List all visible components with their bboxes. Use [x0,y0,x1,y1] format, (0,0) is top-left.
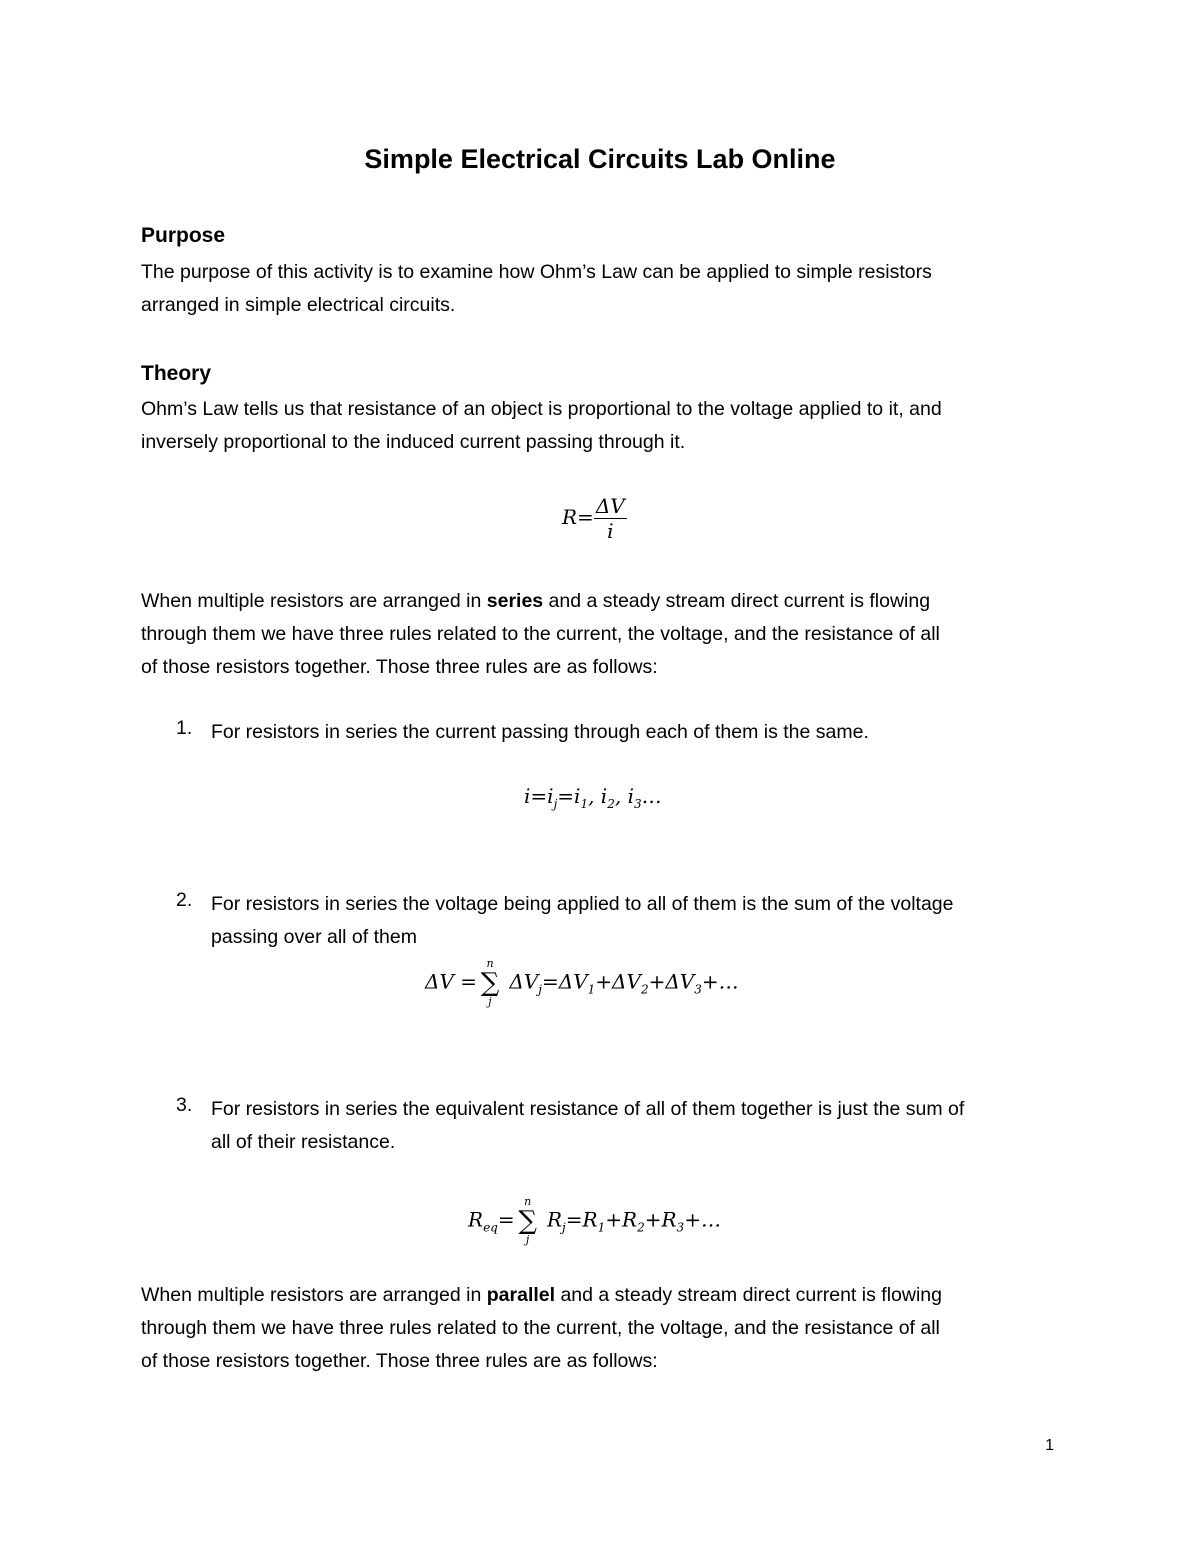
document-title: Simple Electrical Circuits Lab Online [364,144,836,174]
ohm-eq-lhs: R= [562,505,594,529]
series-current-equation: $i=i_j=i_1$, $i_2$, $i_3\dots$ [524,784,662,811]
summation-symbol: n ∑ j [515,1196,541,1246]
sum-upper-limit: n [486,957,494,970]
series-resistance-equation: $R_{eq}=$ n ∑ j $R_j=R_1+R_2+R_3+\dots$ [468,1195,721,1246]
ohms-law-equation [562,494,627,543]
purpose-line: The purpose of this activity is to examine how Ohm’s Law can be applied to simple resistors [141,261,932,283]
sum-lower-limit: j [525,1233,530,1246]
sum-upper-limit: n [524,1195,532,1208]
rule-line: For resistors in series the equivalent resistance of all of them together is just the sum of [211,1098,965,1120]
rule-2-number: 2. [176,889,193,911]
theory-heading: Theory [141,362,212,385]
theory-line: Ohm’s Law tells us that resistance of an object is proportional to the voltage applied to it, and [141,398,942,420]
parallel-intro-paragraph [141,1279,942,1378]
rule-1-text [211,716,869,749]
sum-lower-limit: j [488,995,492,1008]
rule-3-number: 3. [176,1094,193,1116]
series-intro-line: through them we have three rules related to the current, the voltage, and the resistance of all [141,623,940,645]
ohm-eq-denominator: i [607,519,614,543]
eq-text: =i [557,784,581,808]
parallel-bold-term: parallel [486,1284,556,1306]
ohm-eq-fraction [594,494,627,543]
purpose-heading: Purpose [141,224,226,247]
parallel-intro-line [141,1279,942,1312]
purpose-paragraph [141,256,932,322]
rule-line: For resistors in series the current passing through each of them is the same. [211,721,869,743]
eq-text: R [468,1207,484,1232]
rule-line: passing over all of them [211,926,417,948]
theory-line: inversely proportional to the induced current passing through it. [141,431,686,453]
series-intro-text: When multiple resistors are arranged in [141,590,487,612]
rule-line: For resistors in series the voltage being applied to all of them is the sum of the voltage [211,893,954,915]
parallel-intro-line: through them we have three rules related to the current, the voltage, and the resistance of all [141,1317,940,1339]
eq-text: i=i [524,784,554,808]
eq-text: ΔV = [425,969,478,994]
series-intro-line: of those resistors together. Those three rules are as follows: [141,656,658,678]
eq-subscript: j [553,797,558,811]
purpose-line: arranged in simple electrical circuits. [141,294,456,316]
rule-line: all of their resistance. [211,1131,396,1153]
parallel-intro-text: and a steady stream direct current is flowing [555,1284,942,1306]
rule-2-text [211,888,953,954]
page-number: 1 [1045,1437,1054,1454]
summation-symbol: n ∑ j [477,958,503,1008]
series-intro-paragraph [141,585,940,684]
series-voltage-equation: ΔV = n ∑ j $\Delta V_j=\Delta V_1+\Delta V_2+\Delta V_3+\dots$ [425,957,739,1008]
rule-3-text [211,1093,964,1159]
parallel-intro-text: When multiple resistors are arranged in [141,1284,487,1306]
series-intro-line [141,585,940,618]
theory-paragraph [141,393,942,459]
rule-1-number: 1. [176,717,193,739]
eq-subscript: eq [483,1220,498,1235]
series-bold-term: series [486,590,544,612]
parallel-intro-line: of those resistors together. Those three rules are as follows: [141,1350,658,1372]
series-intro-text: and a steady stream direct current is flowing [543,590,931,612]
ohm-eq-numerator: ΔV [595,494,625,518]
